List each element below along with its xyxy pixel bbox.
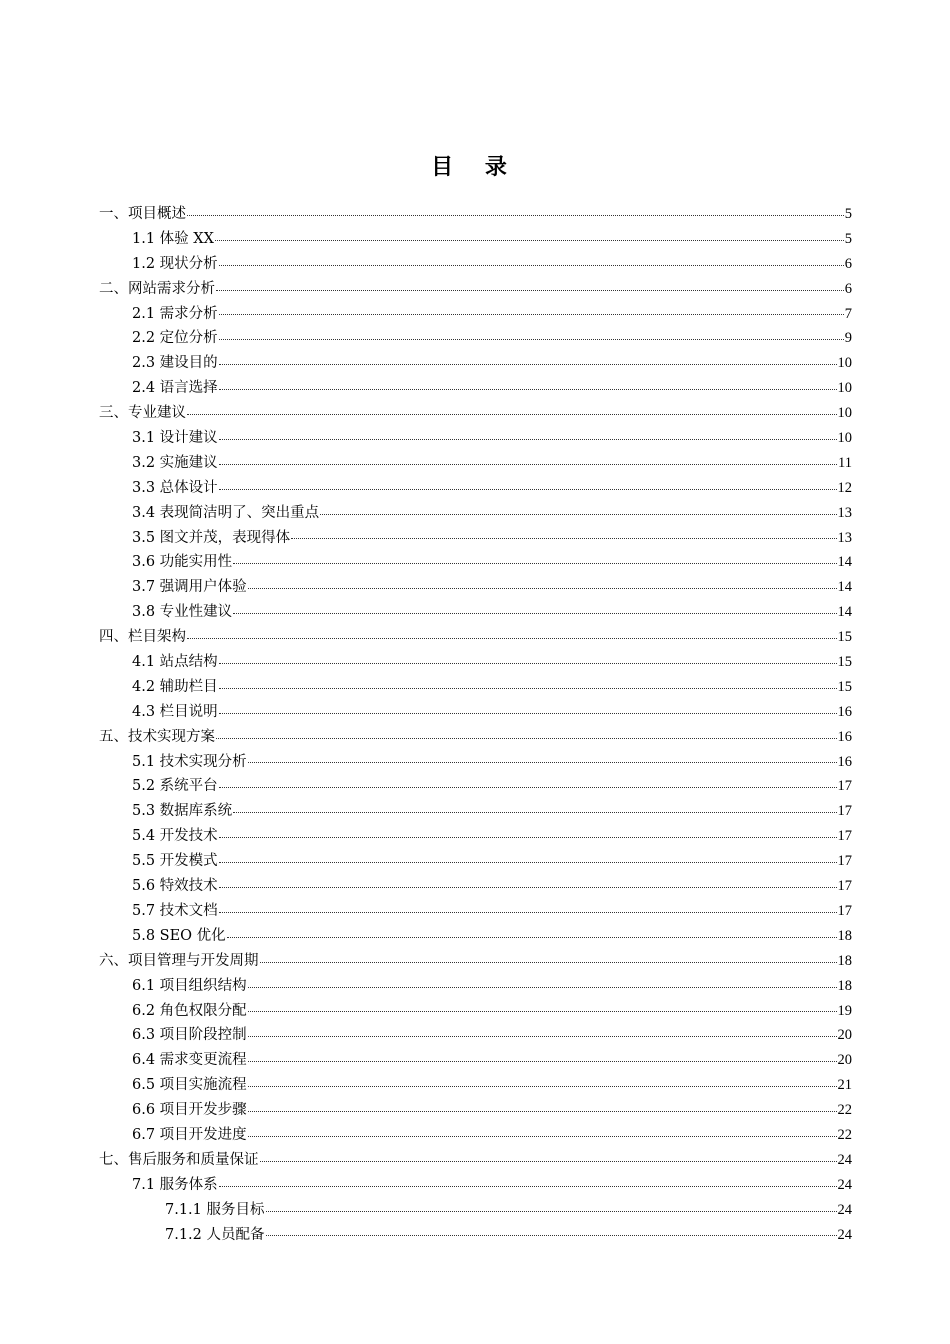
dot-leader	[233, 811, 836, 813]
toc-entry[interactable]	[99, 1098, 852, 1123]
toc-entry-page-number: 17	[837, 878, 852, 895]
toc-entry[interactable]	[99, 1198, 852, 1223]
toc-entry-page-number: 13	[837, 529, 852, 546]
toc-entry-page-number: 5	[844, 230, 852, 247]
toc-entry-label: 6.7 项目开发进度	[132, 1126, 247, 1143]
toc-entry[interactable]	[99, 451, 852, 476]
toc-entry-page-number: 18	[837, 927, 852, 944]
toc-entry-page-number: 10	[837, 430, 852, 447]
toc-entry-label: 3.6 功能实用性	[132, 554, 233, 571]
toc-entry-label: 2.2 定位分析	[132, 330, 218, 347]
toc-entry-page-number: 24	[837, 1151, 852, 1168]
toc-entry-page-number: 15	[837, 654, 852, 671]
toc-entry[interactable]	[99, 600, 852, 625]
toc-entry[interactable]	[99, 1148, 852, 1173]
toc-entry-label: 7.1.1 服务目标	[165, 1201, 265, 1218]
toc-entry-page-number: 20	[837, 1027, 852, 1044]
toc-entry-page-number: 9	[844, 330, 852, 347]
toc-entry-label: 5.5 开发模式	[132, 853, 218, 870]
dot-leader	[219, 438, 837, 440]
dot-leader	[233, 562, 836, 564]
dot-leader	[219, 687, 837, 689]
toc-entry-page-number: 16	[837, 728, 852, 745]
toc-entry-page-number: 5	[844, 206, 852, 222]
dot-leader	[260, 1160, 837, 1162]
toc-entry[interactable]	[99, 974, 852, 999]
dot-leader	[233, 612, 836, 614]
dot-leader	[187, 637, 837, 639]
dot-leader	[248, 761, 837, 763]
dot-leader	[219, 1185, 837, 1187]
toc-entry[interactable]	[99, 650, 852, 675]
toc-entry[interactable]	[99, 501, 852, 526]
toc-entry[interactable]	[99, 302, 852, 327]
toc-entry-label: 1.2 现状分析	[132, 255, 218, 272]
dot-leader	[215, 239, 844, 241]
toc-entry-label: 2.3 建设目的	[132, 355, 218, 372]
toc-entry[interactable]	[99, 202, 852, 227]
dot-leader	[248, 1010, 837, 1012]
toc-entry[interactable]	[99, 575, 852, 600]
toc-entry-label: 1.1 体验 XX	[132, 230, 214, 247]
toc-entry-page-number: 18	[837, 977, 852, 994]
toc-entry[interactable]	[99, 277, 852, 302]
dot-leader	[260, 961, 837, 963]
toc-entry-label: 3.1 设计建议	[132, 430, 218, 447]
toc-entry-page-number: 16	[837, 753, 852, 770]
toc-entry[interactable]	[99, 949, 852, 974]
toc-entry-page-number: 10	[837, 355, 852, 372]
toc-entry-label: 5.7 技术文档	[132, 902, 218, 919]
toc-entry-label: 五、技术实现方案	[99, 728, 215, 745]
toc-entry-page-number: 14	[837, 579, 852, 596]
table-of-contents	[99, 202, 852, 1247]
toc-entry-label: 5.2 系统平台	[132, 778, 218, 795]
toc-entry-page-number: 13	[837, 504, 852, 521]
toc-entry-page-number: 11	[838, 454, 852, 471]
toc-entry-label: 5.1 技术实现分析	[132, 753, 247, 770]
toc-entry-label: 5.6 特效技术	[132, 878, 218, 895]
toc-entry-page-number: 17	[837, 803, 852, 820]
toc-entry-page-number: 10	[837, 380, 852, 397]
toc-entry-label: 2.4 语言选择	[132, 380, 218, 397]
dot-leader	[248, 1135, 837, 1137]
toc-entry-page-number: 17	[837, 902, 852, 919]
toc-entry[interactable]	[99, 1073, 852, 1098]
dot-leader	[216, 737, 837, 739]
toc-entry[interactable]	[99, 625, 852, 650]
dot-leader	[248, 1110, 837, 1112]
toc-entry[interactable]	[99, 874, 852, 899]
dot-leader	[320, 513, 836, 515]
toc-entry-page-number: 15	[837, 678, 852, 695]
toc-entry-label: 3.2 实施建议	[132, 454, 218, 471]
toc-entry[interactable]	[99, 1123, 852, 1148]
toc-entry-label: 3.4 表现简洁明了、突出重点	[132, 504, 320, 521]
toc-entry-page-number: 14	[837, 604, 852, 621]
dot-leader	[219, 264, 844, 266]
toc-entry-label: 七、售后服务和质量保证	[99, 1151, 259, 1168]
toc-title: 目 录	[431, 155, 519, 180]
toc-entry-label: 3.5 图文并茂，表现得体	[132, 529, 291, 546]
toc-entry-label: 7.1.2 人员配备	[165, 1226, 265, 1243]
toc-entry-label: 6.3 项目阶段控制	[132, 1027, 247, 1044]
toc-entry-page-number: 16	[837, 703, 852, 720]
toc-entry-page-number: 17	[837, 853, 852, 870]
dot-leader	[219, 463, 837, 465]
dot-leader	[248, 1035, 837, 1037]
toc-entry[interactable]	[99, 376, 852, 401]
dot-leader	[291, 537, 836, 539]
toc-entry-page-number: 10	[837, 405, 852, 422]
toc-entry-page-number: 7	[844, 305, 852, 322]
dot-leader	[219, 313, 844, 315]
dot-leader	[187, 413, 837, 415]
toc-entry-page-number: 22	[837, 1102, 852, 1119]
toc-entry-page-number: 17	[837, 828, 852, 845]
toc-entry-page-number: 12	[837, 479, 852, 496]
toc-entry[interactable]	[99, 550, 852, 575]
toc-entry-page-number: 19	[837, 1002, 852, 1019]
dot-leader	[227, 936, 837, 938]
toc-entry[interactable]	[99, 351, 852, 376]
dot-leader	[219, 786, 837, 788]
toc-entry[interactable]	[99, 774, 852, 799]
toc-entry-page-number: 6	[844, 255, 852, 272]
toc-entry-label: 六、项目管理与开发周期	[99, 952, 259, 969]
toc-entry-label: 6.4 需求变更流程	[132, 1052, 247, 1069]
toc-entry[interactable]	[99, 849, 852, 874]
toc-entry-page-number: 6	[844, 280, 852, 297]
toc-entry-label: 二、网站需求分析	[99, 280, 215, 297]
toc-entry-page-number: 20	[837, 1052, 852, 1069]
dot-leader	[219, 388, 837, 390]
dot-leader	[219, 338, 844, 340]
toc-entry-page-number: 15	[837, 629, 852, 646]
toc-entry-page-number: 17	[837, 778, 852, 795]
dot-leader	[266, 1210, 837, 1212]
toc-entry-label: 6.6 项目开发步骤	[132, 1102, 247, 1119]
dot-leader	[219, 662, 837, 664]
toc-entry-page-number: 24	[837, 1201, 852, 1218]
toc-entry-page-number: 21	[837, 1077, 852, 1094]
dot-leader	[266, 1234, 837, 1236]
dot-leader	[219, 861, 837, 863]
toc-entry[interactable]	[99, 1223, 852, 1248]
toc-entry[interactable]	[99, 824, 852, 849]
dot-leader	[248, 986, 837, 988]
toc-entry-label: 3.8 专业性建议	[132, 604, 233, 621]
toc-entry[interactable]	[99, 1173, 852, 1198]
toc-entry[interactable]	[99, 725, 852, 750]
toc-entry[interactable]	[99, 924, 852, 949]
toc-entry-label: 四、栏目架构	[99, 629, 186, 646]
toc-entry-page-number: 18	[837, 952, 852, 969]
toc-entry[interactable]	[99, 326, 852, 351]
toc-entry[interactable]	[99, 401, 852, 426]
toc-entry-label: 5.4 开发技术	[132, 828, 218, 845]
dot-leader	[248, 587, 837, 589]
dot-leader	[248, 1060, 837, 1062]
toc-entry-label: 5.8 SEO 优化	[132, 927, 226, 944]
dot-leader	[248, 1085, 837, 1087]
toc-entry[interactable]	[99, 227, 852, 252]
toc-entry-page-number: 22	[837, 1126, 852, 1143]
toc-entry-page-number: 24	[837, 1176, 852, 1193]
toc-entry-page-number: 24	[837, 1226, 852, 1243]
toc-entry-label: 4.3 栏目说明	[132, 703, 218, 720]
dot-leader	[219, 886, 837, 888]
dot-leader	[219, 836, 837, 838]
toc-entry-page-number: 14	[837, 554, 852, 571]
toc-entry-label: 一、项目概述	[99, 206, 186, 222]
toc-entry[interactable]	[99, 526, 852, 551]
toc-entry[interactable]	[99, 1048, 852, 1073]
toc-entry[interactable]	[99, 476, 852, 501]
toc-entry-label: 3.7 强调用户体验	[132, 579, 247, 596]
toc-entry[interactable]	[99, 1023, 852, 1048]
toc-entry-label: 3.3 总体设计	[132, 479, 218, 496]
toc-entry-label: 6.2 角色权限分配	[132, 1002, 247, 1019]
toc-entry[interactable]	[99, 799, 852, 824]
toc-entry[interactable]	[99, 675, 852, 700]
toc-entry[interactable]	[99, 750, 852, 775]
toc-entry-label: 6.1 项目组织结构	[132, 977, 247, 994]
toc-entry-label: 5.3 数据库系统	[132, 803, 233, 820]
dot-leader	[219, 712, 837, 714]
toc-entry[interactable]	[99, 426, 852, 451]
toc-entry[interactable]	[99, 899, 852, 924]
dot-leader	[219, 363, 837, 365]
dot-leader	[216, 289, 844, 291]
toc-entry-label: 7.1 服务体系	[132, 1176, 218, 1193]
dot-leader	[219, 911, 837, 913]
toc-entry[interactable]	[99, 999, 852, 1024]
toc-entry[interactable]	[99, 700, 852, 725]
toc-entry-label: 三、专业建议	[99, 405, 186, 422]
dot-leader	[219, 488, 837, 490]
toc-entry-label: 4.2 辅助栏目	[132, 678, 218, 695]
toc-entry-label: 6.5 项目实施流程	[132, 1077, 247, 1094]
dot-leader	[187, 214, 844, 216]
toc-entry-label: 2.1 需求分析	[132, 305, 218, 322]
toc-entry-label: 4.1 站点结构	[132, 654, 218, 671]
toc-entry[interactable]	[99, 252, 852, 277]
